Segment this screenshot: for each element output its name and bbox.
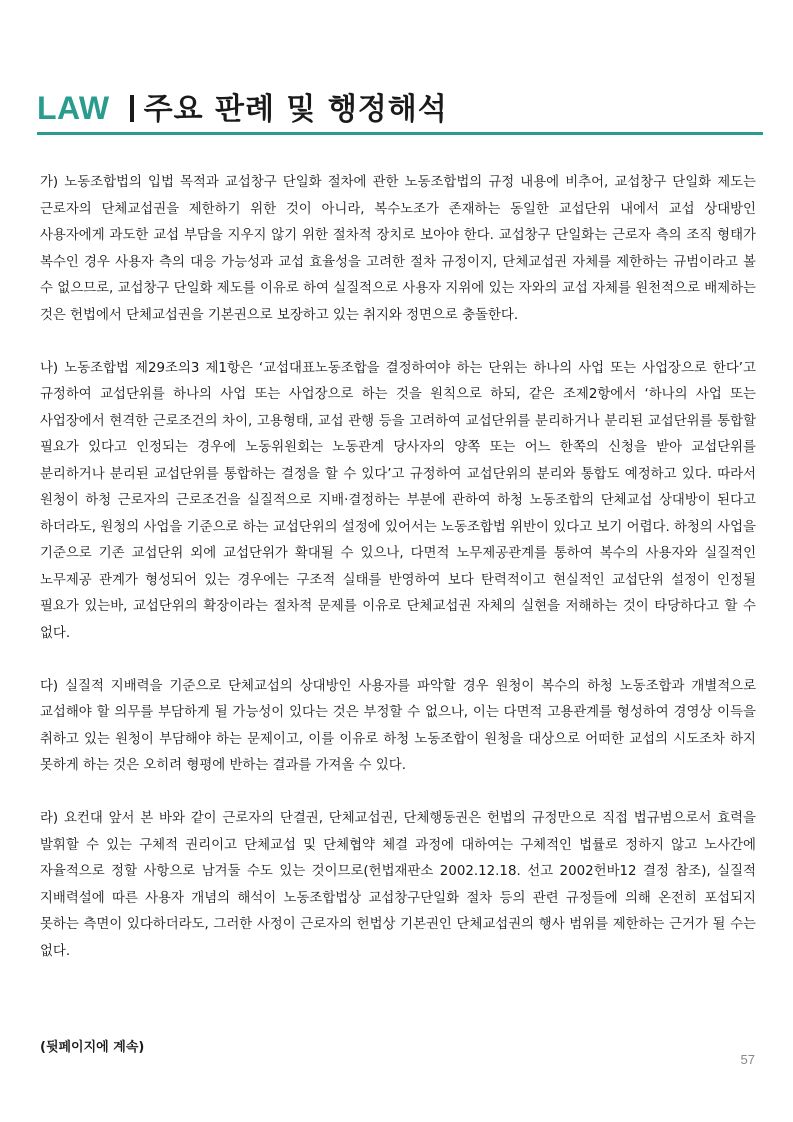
page-header [37, 86, 763, 136]
paragraph-na: 나) 노동조합법 제29조의3 제1항은 ‘교섭대표노동조합을 결정하여야 하는 단위는 하나의 사업 또는 사업장으로 한다’고 규정하여 교섭단위를 하나의 사업 또는 사업장으로 하는 것을 원칙으로 하되, 같은 조제2항에서 ‘하나의 사업 또는 사업장에서 현격한 근로조건의 차이, 고용형태, 교섭 관행 등을 고려하여 교섭단위를 분리하거나 분리된 교섭단위를 통합할 필요가 있다고 인정되는 경우에 노동위원회는 노동관계 당사자의 양쪽 또는 어느 한쪽의 신청을 받아 교섭단위를 분리하거나 분리된 교섭단위를 통합하는 결정을 할 수 있다’고 규정하여 교섭단위의 분리와 통합도 예정하고 있다. 따라서 원청이 하청 근로자의 근로조건을 실질적으로 지배·결정하는 부분에 관하여 하청 노동조합의 단체교섭 상대방이 된다고 하더라도, 원청의 사업을 기준으로 하는 교섭단위의 설정에 있어서는 노동조합법 위반이 있다고 보기 어렵다. 하청의 사업을 기준으로 기존 교섭단위 외에 교섭단위가 확대될 수 있으나, 다면적 노무제공관계를 통하여 복수의 사용자와 실질적인 노무제공 관계가 형성되어 있는 경우에는 구조적 실태를 반영하여 보다 탄력적이고 현실적인 교섭단위 설정이 인정될 필요가 있는바, 교섭단위의 확장이라는 절차적 문제를 이유로 단체교섭권 자체의 실현을 저해하는 것이 타당하다고 할 수 없다. [40, 360, 756, 641]
continued-note: (뒷페이지에 계속) [40, 1040, 145, 1055]
header-divider [37, 132, 763, 135]
page-number: 57 [740, 1052, 755, 1067]
paragraph-ra: 라) 요컨대 앞서 본 바와 같이 근로자의 단결권, 단체교섭권, 단체행동권은 헌법의 규정만으로 직접 법규범으로서 효력을 발휘할 수 있는 구체적 권리이고 단체교섭 및 단체협약 체결 과정에 대하여는 구체적인 법률로 정하지 않고 노사간에 자율적으로 정할 사항으로 남겨둘 수도 있는 것이므로(헌법재판소 2002.12.18. 선고 2002헌바12 결정 참조), 실질적 지배력설에 따른 사용자 개념의 해석이 노동조합법상 교섭창구단일화 절차 등의 관련 규정들에 의해 온전히 포섭되지 못하는 측면이 있다하더라도, 그러한 사정이 근로자의 헌법상 기본권인 단체교섭권의 행사 범위를 제한하는 근거가 될 수는 없다. [40, 811, 756, 959]
page-title: 주요 판례 및 행정해석 [143, 92, 448, 127]
paragraph-da: 다) 실질적 지배력을 기준으로 단체교섭의 상대방인 사용자를 파악할 경우 원청이 복수의 하청 노동조합과 개별적으로 교섭해야 할 의무를 부담하게 될 가능성이 있다는 것은 부정할 수 없으나, 이는 다면적 고용관계를 형성하여 경영상 이득을 취하고 있는 원청이 부담해야 하는 문제이고, 이를 이유로 하청 노동조합이 원청을 대상으로 어떠한 교섭의 시도조차 하지 못하게 하는 것은 오히려 형평에 반하는 결과를 가져올 수 있다. [40, 678, 756, 773]
paragraph-ga: 가) 노동조합법의 입법 목적과 교섭창구 단일화 절차에 관한 노동조합법의 규정 내용에 비추어, 교섭창구 단일화 제도는 근로자의 단체교섭권을 제한하기 위한 것이 아니라, 복수노조가 존재하는 동일한 교섭단위 내에서 교섭 상대방인 사용자에게 과도한 교섭 부담을 지우지 않기 위한 절차적 장치로 보아야 한다. 교섭창구 단일화는 근로자 측의 조직 형태가 복수인 경우 사용자 측의 대응 가능성과 교섭 효율성을 고려한 절차 규정이지, 단체교섭권 자체를 제한하는 규범이라고 볼 수 없으므로, 교섭창구 단일화 제도를 이유로 하여 실질적으로 사용자 지위에 있는 자와의 교섭 자체를 원천적으로 배제하는 것은 헌법에서 단체교섭권을 기본권으로 보장하고 있는 취지와 정면으로 충돌한다. [40, 175, 756, 323]
header-title [37, 86, 448, 136]
article-body [40, 170, 756, 965]
section-label: LAW [37, 90, 110, 126]
title-separator [130, 95, 134, 122]
